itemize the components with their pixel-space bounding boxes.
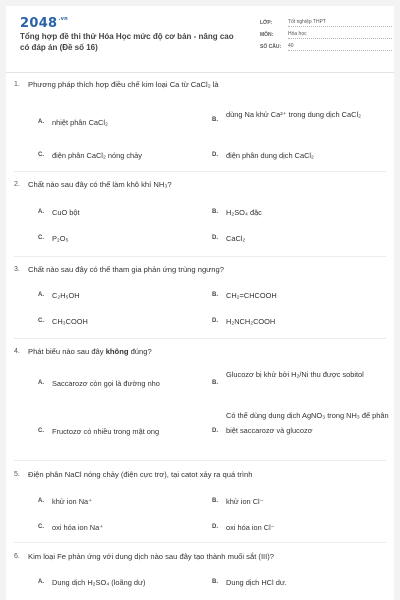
question-number: 4. xyxy=(14,348,20,355)
question-6 xyxy=(14,552,386,562)
option-3d[interactable] xyxy=(212,315,390,328)
option-letter: C. xyxy=(38,152,44,158)
option-6a[interactable] xyxy=(38,576,208,589)
question-separator xyxy=(14,338,386,339)
question-text: Điện phân NaCl nóng chảy (điện cực trơ), tại catot xảy ra quá trình xyxy=(28,470,253,479)
option-text: CH₂=CHCOOH xyxy=(226,291,277,300)
option-3a[interactable] xyxy=(38,289,198,302)
question-text-emphasis: không xyxy=(105,347,129,356)
question-1 xyxy=(14,80,386,90)
option-1d[interactable] xyxy=(212,149,390,162)
option-letter: B. xyxy=(212,292,218,298)
option-letter: B. xyxy=(212,209,218,215)
meta-value: Hóa học xyxy=(288,31,392,39)
option-letter: A. xyxy=(38,579,44,585)
option-letter: A. xyxy=(38,292,44,298)
option-1c[interactable] xyxy=(38,149,208,162)
option-text: Dung dịch HCl dư. xyxy=(226,578,287,587)
document-page xyxy=(6,6,394,600)
option-text: dùng Na khử Ca²⁺ trong dung dịch CaCl₂ xyxy=(226,110,361,119)
option-text: C₂H₅OH xyxy=(52,291,80,300)
option-letter: A. xyxy=(38,380,44,386)
option-letter: C. xyxy=(38,235,44,241)
question-stem xyxy=(14,347,386,357)
option-4d[interactable] xyxy=(212,408,390,438)
question-text-before: Phát biểu nào sau đây xyxy=(28,347,106,356)
option-text: Dung dịch H₂SO₄ (loãng dư) xyxy=(52,578,146,587)
option-letter: B. xyxy=(212,498,218,504)
question-separator xyxy=(14,542,386,543)
option-text: oxi hóa ion Na⁺ xyxy=(52,523,104,532)
option-5d[interactable] xyxy=(212,521,390,534)
option-letter: A. xyxy=(38,119,44,125)
option-text: CH₃COOH xyxy=(52,317,88,326)
option-2c[interactable] xyxy=(38,232,198,245)
option-2b[interactable] xyxy=(212,206,390,219)
meta-value: 40 xyxy=(288,43,392,51)
option-letter: C. xyxy=(38,318,44,324)
option-text: P₂O₅ xyxy=(52,234,69,243)
option-letter: D. xyxy=(212,524,218,530)
option-letter: D. xyxy=(212,318,218,324)
site-logo[interactable]: $2048^{.vn}$ xyxy=(20,16,69,31)
question-4 xyxy=(14,347,386,357)
question-number: 1. xyxy=(14,81,20,88)
option-4b[interactable] xyxy=(212,368,390,386)
option-letter: A. xyxy=(38,498,44,504)
logo-suffix: .vn xyxy=(58,16,69,22)
document-title: Tổng hợp đề thi thử Hóa Học mức độ cơ bản - nâng cao có đáp án (Đề số 16) xyxy=(20,32,234,52)
question-separator xyxy=(14,460,386,461)
meta-label: MÔN: xyxy=(260,32,274,38)
option-4c[interactable] xyxy=(38,425,208,438)
option-3b[interactable] xyxy=(212,289,390,302)
option-2a[interactable] xyxy=(38,206,198,219)
question-number: 6. xyxy=(14,553,20,560)
option-text: H₂SO₄ đặc xyxy=(226,208,262,217)
option-text: Fructozơ có nhiều trong mật ong xyxy=(52,427,160,436)
question-text-after: đúng? xyxy=(128,347,152,356)
option-text: điện phân dung dịch CaCl₂ xyxy=(226,151,314,160)
option-letter: D. xyxy=(212,235,218,241)
option-text: Có thể dùng dung dịch AgNO₃ trong NH₃ để phân biệt saccarozơ và glucozơ xyxy=(226,411,389,435)
meta-label: LỚP: xyxy=(260,20,273,26)
question-5 xyxy=(14,470,386,480)
option-5a[interactable] xyxy=(38,495,198,508)
option-text: CaCl₂ xyxy=(226,234,246,243)
question-stem xyxy=(14,80,386,90)
question-number: 5. xyxy=(14,471,20,478)
option-letter: D. xyxy=(212,428,218,434)
option-1a[interactable] xyxy=(38,116,198,129)
question-stem xyxy=(14,265,386,275)
question-stem xyxy=(14,552,386,562)
option-5c[interactable] xyxy=(38,521,198,534)
option-1b[interactable] xyxy=(212,109,390,123)
question-stem xyxy=(14,470,386,480)
option-text: Saccarozơ còn gọi là đường nho xyxy=(52,379,160,388)
option-letter: D. xyxy=(212,152,218,158)
question-2 xyxy=(14,180,386,190)
option-text: khử ion Cl⁻ xyxy=(226,497,264,506)
question-text: Chất nào sau đây có thể làm khô khí NH₃? xyxy=(28,180,172,189)
option-6b[interactable] xyxy=(212,576,390,589)
meta-row-class xyxy=(260,17,392,29)
option-4a[interactable] xyxy=(38,377,208,390)
page-header xyxy=(20,6,380,60)
option-letter: B. xyxy=(212,380,218,386)
question-stem xyxy=(14,180,386,190)
option-text: Glucozơ bị khử bởi H₂/Ni thu được sobitol xyxy=(226,370,364,379)
header-divider xyxy=(6,72,394,73)
option-3c[interactable] xyxy=(38,315,198,328)
meta-row-count xyxy=(260,41,392,53)
question-text: Phương pháp thích hợp điều chế kim loại Ca từ CaCl₂ là xyxy=(28,80,219,89)
question-text: Kim loại Fe phản ứng với dung dịch nào sau đây tạo thành muối sắt (III)? xyxy=(28,552,275,561)
question-text: Chất nào sau đây có thể tham gia phản ứng trùng ngưng? xyxy=(28,265,224,274)
meta-label: SỐ CÂU: xyxy=(260,44,282,50)
document-meta xyxy=(260,17,392,53)
option-text: khử ion Na⁺ xyxy=(52,497,93,506)
option-letter: A. xyxy=(38,209,44,215)
option-letter: B. xyxy=(212,579,218,585)
option-2d[interactable] xyxy=(212,232,390,245)
option-text: nhiệt phân CaCl₂ xyxy=(52,118,108,127)
option-text: H₂NCH₂COOH xyxy=(226,317,276,326)
question-number: 3. xyxy=(14,266,20,273)
question-separator xyxy=(14,256,386,257)
question-3 xyxy=(14,265,386,275)
meta-value: Tốt nghiệp THPT xyxy=(288,19,392,27)
question-separator xyxy=(14,171,386,172)
option-letter: C. xyxy=(38,524,44,530)
option-5b[interactable] xyxy=(212,495,390,508)
option-letter: C. xyxy=(38,428,44,434)
option-text: CuO bột xyxy=(52,208,80,217)
option-text: điện phân CaCl₂ nóng chảy xyxy=(52,151,142,160)
option-letter: B. xyxy=(212,117,218,123)
option-text: oxi hóa ion Cl⁻ xyxy=(226,523,275,532)
meta-row-subject xyxy=(260,29,392,41)
question-number: 2. xyxy=(14,181,20,188)
